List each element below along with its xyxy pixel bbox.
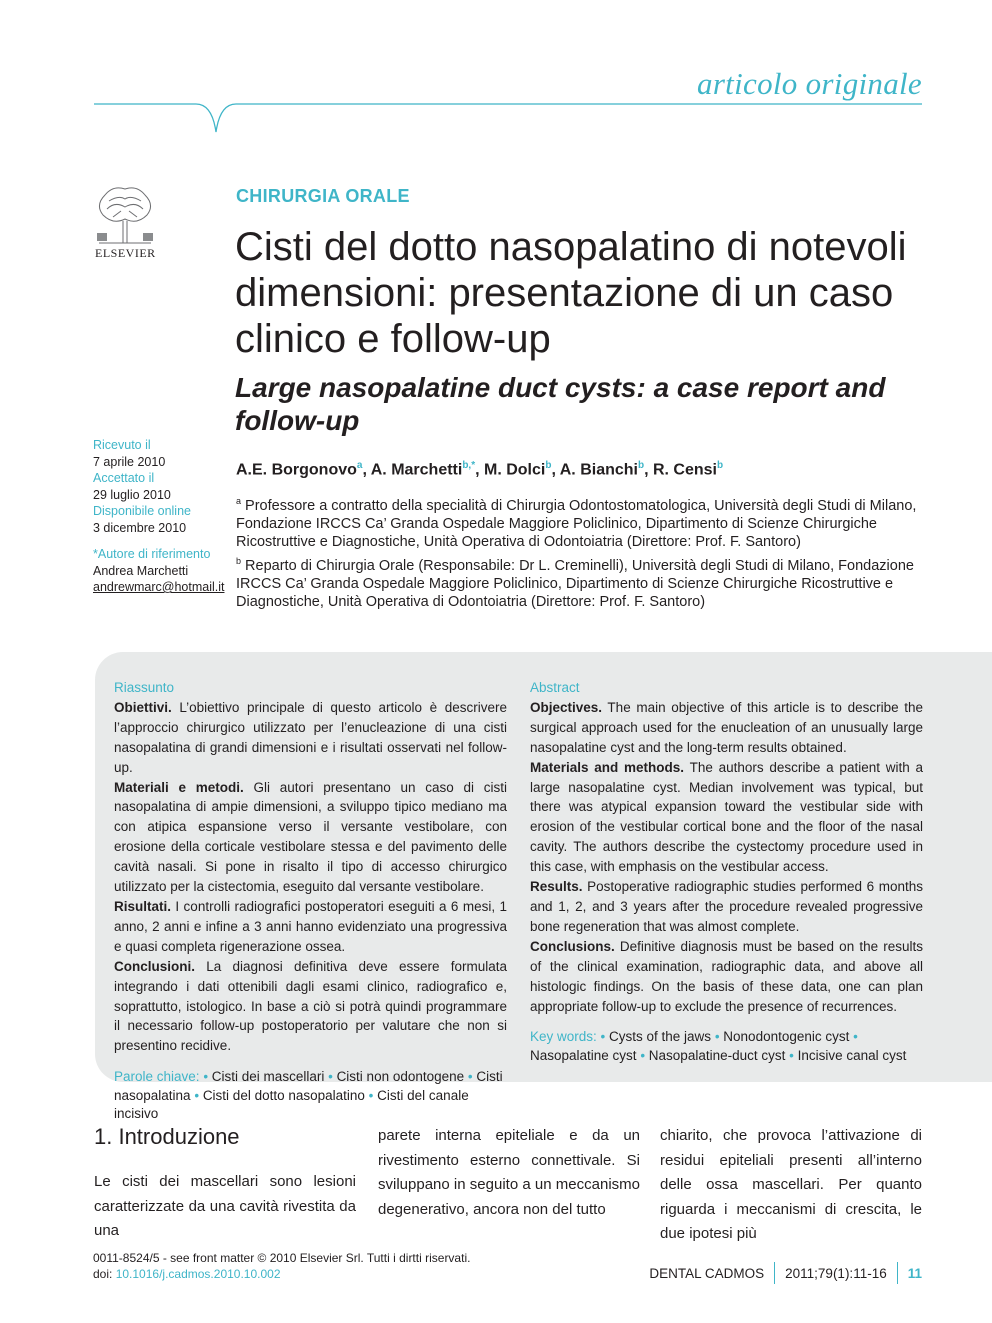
riassunto-conclusions: Conclusioni. La diagnosi definitiva deve essere formulata integrando i dati ottenibili dagli esami clinico, radiografico e, soprattutto, istologico. In base a ciò si potrà quindi programmare il necessario follow-up postoperatorio per valutare che non si presentino recidive. — [114, 958, 507, 1054]
keyword-bullet: • — [785, 1047, 798, 1063]
body-column-3: chiarito, che provoca l’attivazione di residui epiteliali presenti all’interno delle ossa mascellari. Per quanto riguarda i meccanismi di crescita, le due ipotesi più — [660, 1127, 922, 1242]
journal-name: DENTAL CADMOS — [649, 1265, 765, 1281]
keyword-bullet: • — [364, 1087, 378, 1103]
author-affiliation-mark: b,* — [462, 460, 476, 471]
body-column-2: parete interna epiteliale e da un rivestimento esterno connettivale. Si sviluppano in seguito a un meccanismo degenerativo, ancora non del tutto — [378, 1127, 640, 1218]
affiliations — [236, 492, 936, 611]
abstract-keywords: Key words: • Cysts of the jaws • Nonodontogenic cyst • Nasopalatine cyst • Nasopalatine-duct cyst • Incisive canal cyst — [530, 1029, 907, 1063]
online-date: 3 dicembre 2010 — [93, 520, 187, 535]
keyword-bullet: • — [190, 1087, 203, 1103]
author-name: A.E. Borgonovo — [236, 461, 357, 479]
author-name: M. Dolci — [484, 461, 546, 479]
accepted-label: Accettato il — [93, 471, 155, 485]
received-label: Ricevuto il — [93, 438, 151, 452]
doi-link[interactable]: 10.1016/j.cadmos.2010.10.002 — [115, 1267, 281, 1281]
article-subtitle: Large nasopalatine duct cysts: a case report and follow-up — [235, 372, 886, 436]
riassunto-column — [114, 678, 507, 1124]
author-affiliation-mark: b — [637, 460, 645, 471]
keyword-bullet: • — [199, 1069, 212, 1085]
online-label: Disponibile online — [93, 504, 191, 518]
author-separator: , — [362, 461, 371, 479]
footer-copyright — [93, 1250, 470, 1282]
affiliation-b: $^b$ Reparto di Chirurgia Orale (Responsabile: Dr L. Creminelli), Università degli Studi di Milano, Fondazione IRCCS Ca’ Granda Ospedale Maggiore Policlinico, Dipartimento di Scienze Chirurgiche Ricostruttive e Diagnostiche, Unità Operativa di Odontoiatria (Direttore: Prof. F. Santoro) — [236, 555, 914, 611]
riassunto-keywords: Parole chiave: • Cisti dei mascellari • Cisti non odontogene • Cisti nasopalatina • Cisti del dotto nasopalatino • Cisti del canale incisivo — [114, 1069, 503, 1122]
abstract-column — [530, 678, 923, 1065]
abstract-conclusions: Conclusions. Definitive diagnosis must be based on the results of the clinical examination, radiographic data, and above all histologic findings. On the basis of these data, one can plan appropriate follow-up to exclude the presence of recurrences. — [530, 938, 923, 1014]
keyword-bullet: • — [849, 1029, 858, 1045]
riassunto-methods: Materiali e metodi. Gli autori presentano un caso di cisti nasopalatina di ampie dimensioni, a sviluppo tipico mediano ma con atipica espansione verso il versante vestibolare, con erosione della corticale vestibolare stessa e del pavimento delle cavità nasali. Si pone in risalto il tipo di accesso chirurgico utilizzato per la cistectomia, eseguito dal versante vestibolare. — [114, 779, 507, 895]
author-name: R. Censi — [652, 461, 717, 479]
received-date: 7 aprile 2010 — [93, 454, 166, 469]
riassunto-objectives: Obiettivi. L’obiettivo principale di questo articolo è descrivere l’approccio chirurgico utilizzato per l’enucleazione di una cisti nasopalatina di grandi dimensioni e i risultati osservati nel follow-up. — [114, 699, 507, 775]
keyword-bullet: • — [711, 1029, 724, 1045]
author-affiliation-mark: b — [717, 460, 724, 471]
intro-heading: 1. Introduzione — [94, 1124, 240, 1149]
citation: 2011;79(1):11-16 — [785, 1265, 887, 1281]
keyword: Cysts of the jaws — [609, 1029, 712, 1045]
abstract-results: Results. Postoperative radiographic studies performed 6 months and 1, 2, and 3 years after the procedure revealed progressive bone regeneration that was almost complete. — [530, 879, 923, 934]
author-separator: , — [644, 461, 653, 479]
riassunto-heading: Riassunto — [114, 680, 175, 695]
keyword: Incisive canal cyst — [797, 1047, 907, 1063]
author-name: A. Bianchi — [559, 461, 638, 479]
body-column-1: Le cisti dei mascellari sono lesioni caratterizzate da una cavità rivestita da una — [94, 1173, 356, 1239]
keyword: Cisti dei mascellari — [211, 1069, 325, 1085]
corresponding-label: *Autore di riferimento — [93, 547, 211, 561]
keyword: Cisti nasopalatina — [114, 1069, 503, 1103]
author-name: A. Marchetti — [370, 461, 463, 479]
riassunto-results: Risultati. I controlli radiografici postoperatori eseguiti a 6 mesi, 1 anno, 2 anni e infine a 3 anni hanno evidenziato una progressiva e quasi completa rigenerazione ossea. — [114, 898, 507, 954]
author-separator: , — [551, 461, 560, 479]
keyword: Cisti del dotto nasopalatino — [202, 1087, 365, 1103]
abstract-heading: Abstract — [530, 680, 580, 695]
elsevier-wordmark: ELSEVIER — [95, 246, 156, 260]
footer-divider — [897, 1262, 898, 1284]
article-title: Cisti del dotto nasopalatino di notevoli dimensioni: presentazione di un caso clinico e follow-up — [235, 225, 907, 361]
author-list — [236, 460, 723, 479]
doi-line: doi: 10.1016/j.cadmos.2010.10.002 — [93, 1267, 281, 1281]
page-number: 11 — [907, 1265, 922, 1281]
keyword: Nonodontogenic cyst — [723, 1029, 850, 1045]
keyword: Nasopalatine-duct cyst — [648, 1047, 786, 1063]
abstract-objectives: Objectives. The main objective of this article is to describe the surgical approach used for the enucleation of an unusually large nasopalatine cyst and the long-term results obtained. — [530, 699, 923, 755]
keyword-bullet: • — [324, 1069, 337, 1085]
keyword: Cisti non odontogene — [336, 1069, 465, 1085]
header-rubric: articolo originale — [697, 66, 922, 101]
corresponding-email-link[interactable]: andrewmarc@hotmail.it — [93, 580, 225, 594]
article-history — [93, 437, 233, 596]
author-affiliation-mark: b — [545, 460, 552, 471]
affiliation-a: $^a$ Professore a contratto della specialità di Chirurgia Odontostomatologica, Università degli Studi di Milano, Fondazione IRCCS Ca’ Granda Ospedale Maggiore Policlinico, Dipartimento di Scienze Chirurgiche Ricostruttive e Diagnostiche, Unità Operativa di Odontoiatria (Direttore: Prof. F. Santoro) — [236, 496, 917, 551]
footer-divider — [774, 1262, 775, 1284]
accepted-date: 29 luglio 2010 — [93, 487, 171, 502]
keyword: Nasopalatine cyst — [530, 1047, 637, 1063]
keyword-bullet: • — [596, 1029, 610, 1045]
author-separator: , — [475, 461, 484, 479]
issn-line: 0011-8524/5 - see front matter © 2010 Elsevier Srl. Tutti i dirtti riservati. — [93, 1251, 471, 1265]
abstract-methods: Materials and methods. The authors describe a patient with a large nasopalatine cyst. Median involvement was typical, but there was atypical expansion toward the vestibular side with erosion of the vestibular cortical bone and the floor of the nasal cavity. The authors describe the cystectomy procedure used in this case, with emphasis on the vestibular access. — [530, 759, 923, 875]
author-affiliation-mark: a — [356, 460, 363, 471]
keyword-bullet: • — [464, 1069, 477, 1085]
footer-citation — [649, 1262, 922, 1284]
elsevier-tree-logo — [93, 185, 157, 245]
corresponding-name: Andrea Marchetti — [93, 563, 189, 578]
keyword: Cisti del canale incisivo — [114, 1087, 469, 1122]
keyword-bullet: • — [636, 1047, 649, 1063]
section-label: CHIRURGIA ORALE — [236, 186, 410, 206]
